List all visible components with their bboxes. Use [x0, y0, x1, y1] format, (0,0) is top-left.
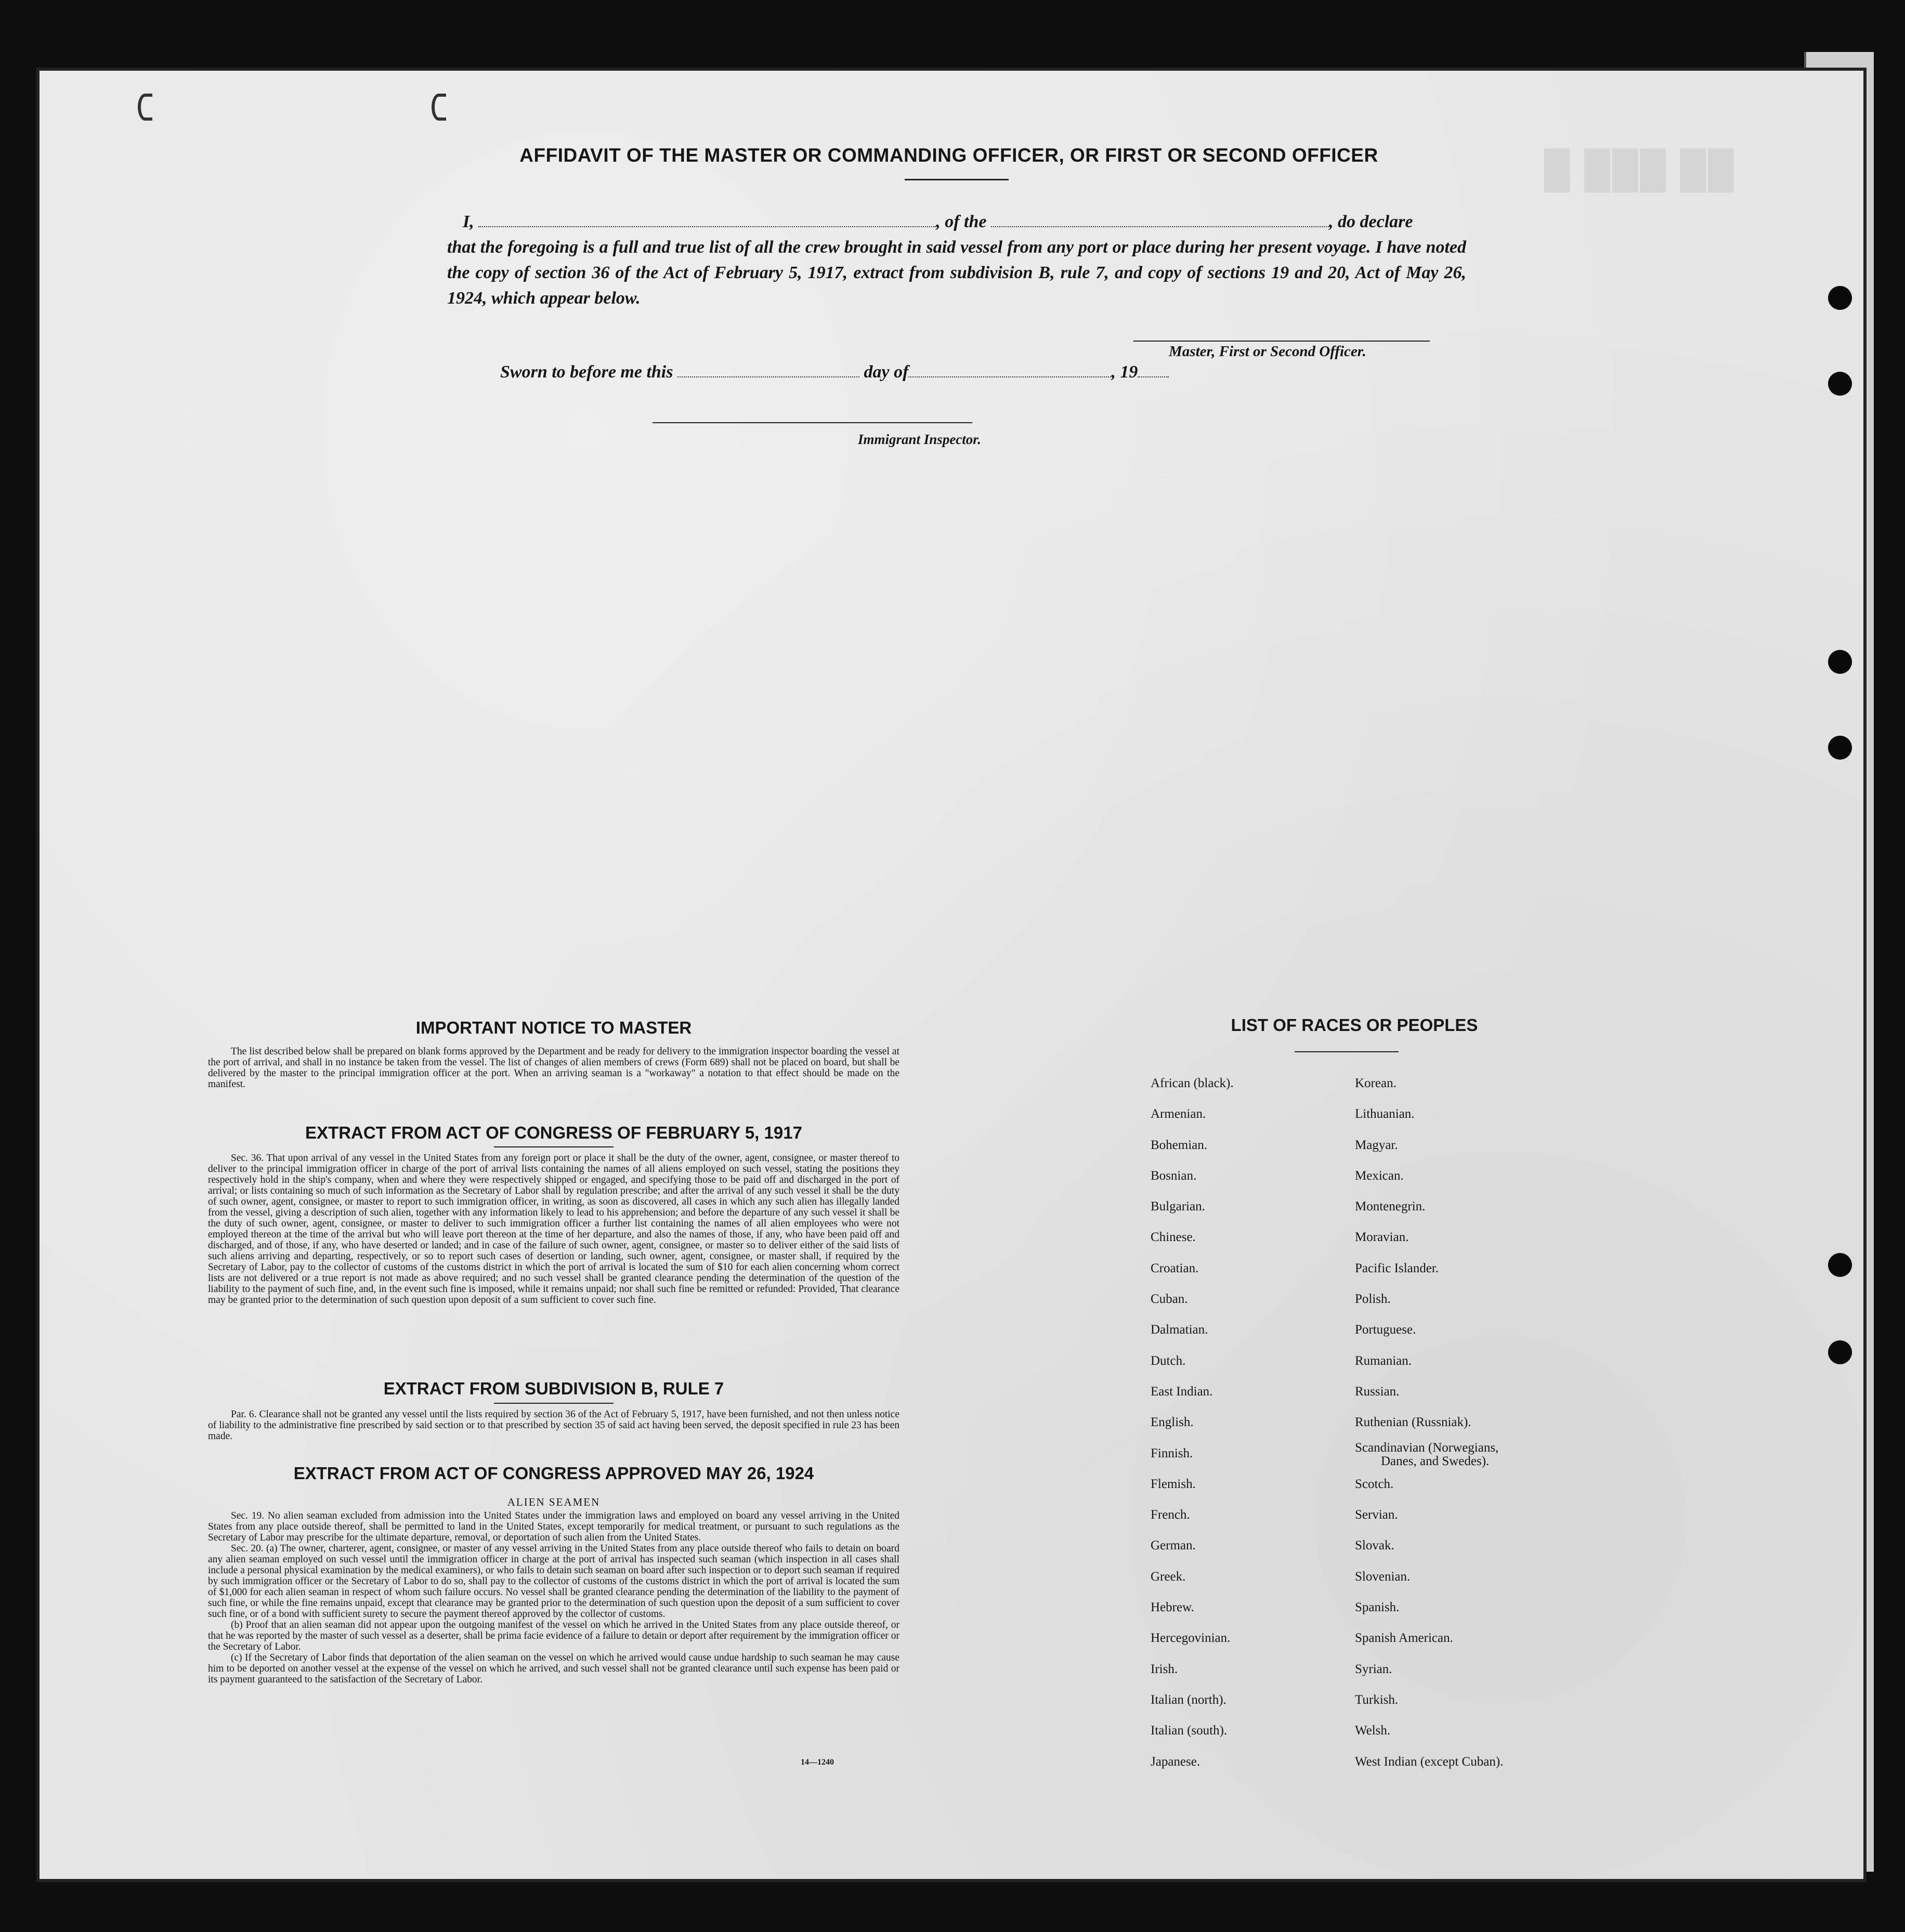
sec-20a-paragraph: Sec. 20. (a) The owner, charterer, agent, consignee, or master of any vessel arriving in the United States from any place outside thereof who fails to detain on board any alien seaman employed on such vessel until the immigration officer in charge at the port of arrival has inspected such seaman (which inspection in all cases shall include a personal physical examination by the medical examiners), or who fails to detain such seaman on board after such inspection or to deport such seaman if required by such immigration officer or the Secretary of Labor to do so, shall pay to the collector of customs of the customs district in which the port of arrival is located the sum of $1,000 for each alien seaman in respect of whom such failure occurs. No vessel shall be granted clearance pending the determination of the liability to the payment of such fine, or while the fine remains unpaid, except that clearance may be granted prior to the determination of such question upon the deposit of a sum sufficient to cover such fine, or of a bond with sufficient surety to secure the payment thereof approved by the collector of customs.	[208, 1543, 899, 1620]
ghost-row	[463, 541, 1846, 567]
race-item: English.	[1151, 1415, 1194, 1430]
of-the-label: , of the	[936, 212, 987, 231]
alien-seamen-subtitle: ALIEN SEAMEN	[507, 1496, 601, 1508]
rule	[494, 1146, 614, 1147]
race-item: Italian (north).	[1151, 1692, 1226, 1707]
race-item: Ruthenian (Russniak).	[1355, 1415, 1471, 1430]
sworn-label: Sworn to before me this	[500, 362, 673, 382]
notice-title: IMPORTANT NOTICE TO MASTER	[415, 1018, 692, 1037]
race-item: Japanese.	[1151, 1754, 1201, 1769]
sec-20b-paragraph: (b) Proof that an alien seaman did not appear upon the outgoing manifest of the vessel on which he arrived in the United States from any place outside thereof, or that he was reported by the master of such vessel as a deserter, shall be prima facie evidence of a failure to detain or deport after requirement by the immigration officer or the Secretary of Labor.	[208, 1620, 899, 1652]
sec-19-paragraph: Sec. 19. No alien seaman excluded from admission into the United States under the immigration laws and employed on board any vessel arriving in the United States from any place outside thereof, shall be permitted to land in the United States, except temporarily for medical treatment, or pursuant to such regulations as the Secretary of Labor may prescribe for the ultimate departure, removal, or deportation of such alien from the United States.	[208, 1510, 899, 1543]
race-item: Bulgarian.	[1151, 1199, 1205, 1214]
form-number: 14—1240	[801, 1758, 834, 1767]
rule	[494, 1403, 614, 1404]
i-label: I,	[463, 212, 474, 231]
sec-36-paragraph: Sec. 36. That upon arrival of any vessel in the United States from any foreign port or place it shall be the duty of the owner, agent, consignee, or master thereof to deliver to the principal immigration officer in charge of the port of arrival lists containing the names of all aliens employed on such vessel, stating the positions they respectively hold in the ship's company, when and where they were respectively shipped or engaged, and specifying those to be paid off and discharged in the port of arrival; or lists containing so much of such information as the Secretary of Labor shall by regulation prescribe; and after the arrival of any such vessel it shall be the duty of such owner, agent, consignee, or master to report to such immigration officer, in writing, as soon as discovered, all cases in which any such alien has illegally landed from the vessel, giving a description of such alien, together with any information likely to lead to his apprehension; and before the departure of any such vessel it shall be the duty of such owner, agent, consignee, or master to deliver to such immigration officer a further list containing the names of all alien employees who were not employed thereon at the time of the arrival but who will leave port thereon at the time of her departure, and also the names of those, if any, who have been paid off and discharged, and of those, if any, who have deserted or landed; and in case of the failure of such owner, agent, consignee, or master so to deliver either of the said lists of such aliens arriving and departing, respectively, or so to report such cases of desertion or landing, such owner, agent, consignee, or master shall, if required by the Secretary of Labor, pay to the collector of customs of the customs district in which the port of arrival is located the sum of $10 for each alien concerning whom correct lists are not delivered or a true report is not made as above required; and no such vessel shall be granted clearance pending the determination of the question of the liability to the payment of such fine, and, in the event such fine is imposed, while it remains unpaid; nor shall such fine be remitted or refunded: Provided, That clearance may be granted prior to the determination of such question upon deposit of a sum sufficient to cover such fine.	[208, 1153, 899, 1306]
ghost-row	[463, 499, 1846, 525]
races-title: LIST OF RACES OR PEOPLES	[1231, 1015, 1478, 1035]
race-item: Finnish.	[1151, 1446, 1193, 1460]
inspector-caption: Immigrant Inspector.	[858, 432, 982, 447]
race-item: Portuguese.	[1355, 1323, 1416, 1337]
race-item: Hercegovinian.	[1151, 1631, 1231, 1646]
extract-1924-text	[208, 1510, 899, 1685]
race-item: Scotch.	[1355, 1477, 1394, 1491]
punch-mark	[432, 94, 446, 121]
extract-1924-title: EXTRACT FROM ACT OF CONGRESS APPROVED MAY 26, 1924	[293, 1464, 814, 1483]
races-right-column	[1355, 1068, 1503, 1777]
race-item: Moravian.	[1355, 1230, 1409, 1245]
punch-mark	[138, 94, 152, 121]
affidavit-title: AFFIDAVIT OF THE MASTER OR COMMANDING OFFICER, OR FIRST OR SECOND OFFICER	[519, 145, 1378, 166]
sworn-year-blank[interactable]	[1138, 363, 1169, 377]
race-item: French.	[1151, 1508, 1190, 1522]
race-item: Slovak.	[1355, 1538, 1394, 1553]
rule	[1295, 1051, 1399, 1052]
binder-hole	[1828, 286, 1852, 310]
race-item: West Indian (except Cuban).	[1355, 1754, 1504, 1769]
race-item: Chinese.	[1151, 1230, 1196, 1245]
race-item: Polish.	[1355, 1292, 1391, 1307]
binder-hole	[1828, 736, 1852, 760]
sworn-line	[500, 362, 1169, 382]
race-item: Turkish.	[1355, 1692, 1399, 1707]
race-item: Croatian.	[1151, 1261, 1199, 1275]
year-prefix: , 19	[1111, 362, 1138, 382]
race-item: Spanish American.	[1355, 1631, 1453, 1646]
master-caption: Master, First or Second Officer.	[1169, 343, 1366, 360]
race-item: African (black).	[1151, 1076, 1234, 1090]
race-item: Armenian.	[1151, 1107, 1206, 1121]
subdivision-title: EXTRACT FROM SUBDIVISION B, RULE 7	[383, 1379, 724, 1398]
extract-1917-title: EXTRACT FROM ACT OF CONGRESS OF FEBRUARY 5, 1917	[305, 1123, 802, 1142]
binder-hole	[1828, 650, 1852, 674]
race-item: Lithuanian.	[1355, 1107, 1415, 1121]
binder-hole	[1828, 1340, 1852, 1364]
officer-name-blank[interactable]	[478, 213, 936, 227]
subdivision-text	[208, 1409, 899, 1442]
ghost-row	[463, 456, 1846, 482]
affidavit-text	[447, 209, 1466, 311]
race-item: Flemish.	[1151, 1477, 1196, 1491]
race-item: Cuban.	[1151, 1292, 1188, 1307]
vessel-name-blank[interactable]	[991, 213, 1329, 227]
race-item: Welsh.	[1355, 1724, 1391, 1738]
race-item: Korean.	[1355, 1076, 1397, 1090]
declaration-line	[447, 209, 1466, 234]
binder-hole	[1828, 372, 1852, 396]
race-item: Dalmatian.	[1151, 1323, 1208, 1337]
notice-paragraph: The list described below shall be prepared on blank forms approved by the Department and be ready for delivery to the immigration inspector boarding the vessel at the port of arrival, and shall in no instance be taken from the vessel. The list of changes of alien members of crews (Form 689) shall not be placed on board, but shall be delivered by the master to the principal immigration officer at the port. When an arriving seaman is a "workaway" a notation to that effect should be made on the manifest.	[208, 1046, 899, 1090]
inspector-signature-line[interactable]	[653, 422, 972, 423]
race-item: East Indian.	[1151, 1384, 1213, 1399]
race-item: Montenegrin.	[1355, 1199, 1426, 1214]
race-item: Bosnian.	[1151, 1168, 1197, 1183]
race-item: Magyar.	[1355, 1138, 1398, 1152]
title-rule	[905, 179, 1009, 180]
binder-hole	[1828, 1253, 1852, 1277]
race-item: German.	[1151, 1538, 1196, 1553]
sworn-day-blank[interactable]	[677, 363, 859, 377]
race-item: Scandinavian (Norwegians, Danes, and Swedes).	[1355, 1440, 1499, 1468]
declaration-body: that the foregoing is a full and true list of all the crew brought in said vessel from any port or place during her present voyage. I have noted the copy of section 36 of the Act of February 5, 1917, extract from subdivision B, rule 7, and copy of sections 19 and 20, Act of May 26, 1924, which appear below.	[447, 238, 1466, 308]
race-item: Pacific Islander.	[1355, 1261, 1439, 1275]
race-item: Mexican.	[1355, 1168, 1404, 1183]
race-item: Greek.	[1151, 1569, 1186, 1584]
extract-1917-text	[208, 1153, 899, 1306]
race-item: Irish.	[1151, 1662, 1178, 1676]
race-item: Bohemian.	[1151, 1138, 1208, 1152]
sworn-month-blank[interactable]	[908, 363, 1111, 377]
par-6-paragraph: Par. 6. Clearance shall not be granted any vessel until the lists required by section 36 of the Act of February 5, 1917, have been furnished, and not then unless notice of liability to the administrative fine prescribed by said section or to that prescribed by section 35 of said act having been served, the deposit specified in rule 23 has been made.	[208, 1409, 899, 1442]
race-item: Slovenian.	[1355, 1569, 1411, 1584]
day-of-label: day of	[864, 362, 909, 382]
master-signature-line[interactable]	[1133, 341, 1430, 342]
race-item: Italian (south).	[1151, 1724, 1228, 1738]
race-item: Spanish.	[1355, 1600, 1400, 1615]
race-item: Syrian.	[1355, 1662, 1392, 1676]
race-item: Rumanian.	[1355, 1353, 1412, 1368]
race-item: Hebrew.	[1151, 1600, 1194, 1615]
sec-20c-paragraph: (c) If the Secretary of Labor finds that deportation of the alien seaman on the vessel on which he arrived would cause undue hardship to such seaman he may cause him to be deported on another vessel at the expense of the vessel on which he arrived, and such vessel shall not be granted clearance until such expense has been paid or its payment guaranteed to the satisfaction of the Secretary of Labor.	[208, 1652, 899, 1685]
do-declare-label: , do declare	[1329, 212, 1413, 231]
races-left-column	[1151, 1068, 1234, 1777]
notice-text	[208, 1046, 899, 1090]
ghost-heading: █ ███ ██	[1544, 149, 1736, 189]
race-item: Servian.	[1355, 1508, 1398, 1522]
race-item: Russian.	[1355, 1384, 1400, 1399]
race-item: Dutch.	[1151, 1353, 1186, 1368]
